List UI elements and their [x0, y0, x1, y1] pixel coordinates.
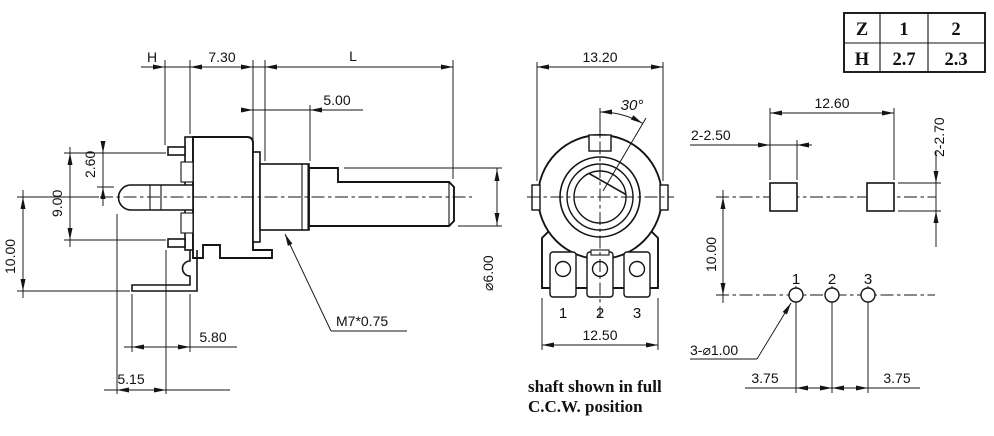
dim-label-row-offset: 10.00	[703, 236, 719, 272]
pcb-layout-view	[690, 95, 947, 393]
support-bracket	[132, 250, 197, 291]
dim-label-pin-offset: 2.60	[82, 150, 98, 178]
dim-label-pad-span: 12.60	[814, 95, 850, 111]
front-view	[527, 49, 674, 416]
mounting-pad-right	[867, 183, 894, 211]
spec-table	[844, 13, 985, 72]
dim-pad-width	[690, 127, 812, 180]
dim-label-pitch-right: 3.75	[883, 370, 911, 386]
spec-cell-z1: 1	[899, 20, 909, 40]
terminal-1-number: 1	[558, 305, 568, 322]
dim-center-to-board	[2, 190, 130, 298]
dim-label-body-depth: 7.30	[208, 49, 236, 65]
side-lug-left	[532, 185, 540, 210]
thread-callout-label: M7*0.75	[336, 313, 389, 329]
hole-callout	[690, 303, 791, 359]
hole-3-number: 3	[863, 271, 873, 288]
dim-label-pad-height: 2-2.70	[931, 117, 947, 157]
side-lug-right	[660, 185, 668, 210]
hole-2-number: 2	[827, 271, 837, 288]
dim-label-terminal-span: 12.50	[582, 327, 618, 343]
dim-label-pad-width: 2-2.50	[691, 127, 731, 143]
dim-label-thread-length: 5.00	[323, 92, 351, 108]
pin-hole-1	[789, 288, 803, 302]
dim-label-body-width: 13.20	[582, 49, 618, 65]
dim-label-standoff: H	[146, 49, 158, 65]
body-notch-lower	[181, 213, 193, 233]
body-notch-upper	[181, 162, 193, 182]
caption-line-2: C.C.W. position	[528, 397, 643, 416]
dim-label-shaft-angle: 30°	[620, 97, 644, 114]
spec-cell-h: H	[854, 50, 870, 70]
terminal-1-hole	[556, 262, 571, 277]
dim-label-pin-protrusion: 5.15	[117, 371, 145, 387]
dim-label-center-to-board: 10.00	[2, 238, 18, 274]
terminal-3-number: 3	[632, 305, 642, 322]
dim-label-foot-length: 5.80	[199, 329, 227, 345]
dim-pin-offset	[82, 141, 114, 206]
dim-hole-pitch	[745, 370, 920, 388]
dim-label-shaft-diameter: ⌀6.00	[480, 255, 496, 291]
dim-row-offset	[703, 190, 723, 303]
hole-1-number: 1	[791, 271, 801, 288]
mounting-pad-left	[770, 183, 797, 211]
dim-label-bracket-span: 9.00	[49, 189, 65, 217]
pin-hole-3	[861, 288, 875, 302]
spec-cell-z: Z	[855, 20, 869, 40]
dim-label-shaft-length: L	[349, 48, 357, 64]
terminal-3-hole	[630, 262, 645, 277]
terminal-pin-side	[118, 185, 193, 210]
hole-callout-label: 3-⌀1.00	[690, 342, 739, 358]
dim-label-pitch-left: 3.75	[751, 370, 779, 386]
dim-thread-length	[243, 92, 363, 161]
terminal-2-number: 2	[595, 305, 605, 322]
dim-pad-span	[770, 95, 894, 180]
plate-tab-bottom	[168, 239, 185, 247]
dim-pad-height	[898, 117, 947, 247]
plate-tab-top	[168, 147, 185, 155]
thread-callout	[285, 234, 407, 331]
pin-hole-2	[825, 288, 839, 302]
caption-line-1: shaft shown in full	[528, 377, 662, 396]
dim-foot-length	[124, 294, 237, 352]
spec-cell-h2: 2.3	[944, 50, 968, 70]
side-view	[2, 48, 502, 394]
spec-cell-z2: 2	[951, 20, 961, 40]
spec-cell-h1: 2.7	[892, 50, 916, 70]
